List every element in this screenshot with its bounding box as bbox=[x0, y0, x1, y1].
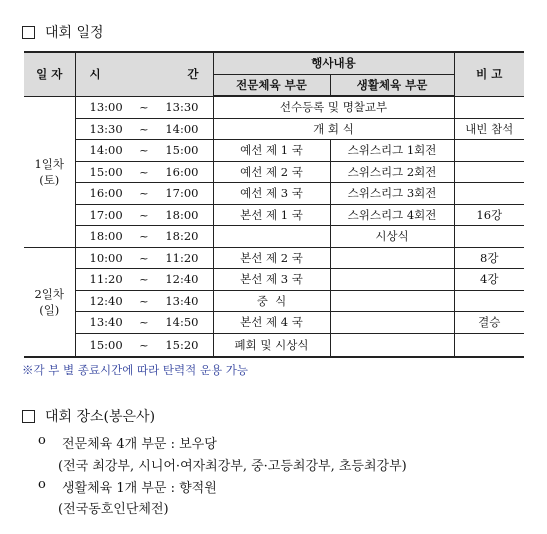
section-heading-schedule bbox=[22, 22, 104, 42]
checkbox-square-icon bbox=[22, 410, 35, 423]
header-time: 시 간 bbox=[75, 52, 213, 96]
life-cell: 스위스리그 2회전 bbox=[330, 161, 454, 183]
remark-cell: 16강 bbox=[454, 204, 524, 226]
table-row bbox=[24, 161, 524, 183]
venue-detail: (전국동호인단체전) bbox=[58, 502, 169, 517]
table-row bbox=[24, 118, 524, 140]
table-row bbox=[24, 290, 524, 312]
remark-cell bbox=[454, 333, 524, 357]
pro-cell: 예선 제 1 국 bbox=[213, 140, 330, 162]
time-cell: 17:00 ~ 18:00 bbox=[75, 204, 213, 226]
time-cell: 11:20 ~ 12:40 bbox=[75, 269, 213, 291]
remark-cell bbox=[454, 183, 524, 205]
remark-cell: 4강 bbox=[454, 269, 524, 291]
remark-cell bbox=[454, 161, 524, 183]
remark-cell: 내빈 참석 bbox=[454, 118, 524, 140]
remark-cell bbox=[454, 96, 524, 118]
time-cell: 10:00 ~ 11:20 bbox=[75, 247, 213, 269]
life-cell: 스위스리그 1회전 bbox=[330, 140, 454, 162]
venue-line: 전문체육 4개 부문 : 보우당 bbox=[62, 437, 217, 452]
remark-cell: 8강 bbox=[454, 247, 524, 269]
time-cell: 12:40 ~ 13:40 bbox=[75, 290, 213, 312]
pro-cell: 본선 제 3 국 bbox=[213, 269, 330, 291]
time-cell: 18:00 ~ 18:20 bbox=[75, 226, 213, 248]
pro-cell: 본선 제 1 국 bbox=[213, 204, 330, 226]
life-cell bbox=[330, 312, 454, 334]
remark-cell bbox=[454, 140, 524, 162]
pro-cell: 중 식 bbox=[213, 290, 330, 312]
venue-detail: (전국 최강부, 시니어·여자최강부, 중·고등최강부, 초등최강부) bbox=[58, 459, 407, 474]
time-cell: 14:00 ~ 15:00 bbox=[75, 140, 213, 162]
pro-cell: 본선 제 4 국 bbox=[213, 312, 330, 334]
table-row bbox=[24, 333, 524, 357]
day2-cell: 2일차 (일) bbox=[24, 247, 75, 357]
section-title: 대회 장소(봉은사) bbox=[45, 409, 156, 425]
life-cell bbox=[330, 247, 454, 269]
schedule-table bbox=[24, 51, 524, 358]
table-row bbox=[24, 183, 524, 205]
schedule-note: ※각 부 별 종료시간에 따라 탄력적 운용 가능 bbox=[22, 363, 248, 377]
header-day: 일 자 bbox=[24, 52, 75, 96]
time-cell: 13:40 ~ 14:50 bbox=[75, 312, 213, 334]
time-cell: 13:00 ~ 13:30 bbox=[75, 96, 213, 118]
event-cell: 개 회 식 bbox=[213, 118, 454, 140]
pro-cell: 본선 제 2 국 bbox=[213, 247, 330, 269]
time-cell: 13:30 ~ 14:00 bbox=[75, 118, 213, 140]
life-cell: 스위스리그 4회전 bbox=[330, 204, 454, 226]
life-cell bbox=[330, 269, 454, 291]
checkbox-square-icon bbox=[22, 26, 35, 39]
life-cell bbox=[330, 333, 454, 357]
bullet-icon: o bbox=[38, 433, 46, 448]
life-cell: 스위스리그 3회전 bbox=[330, 183, 454, 205]
section-title: 대회 일정 bbox=[45, 25, 104, 41]
header-event: 행사내용 bbox=[213, 52, 454, 74]
table-row bbox=[24, 140, 524, 162]
day1-cell: 1일차 (토) bbox=[24, 96, 75, 247]
header-pro: 전문체육 부문 bbox=[213, 74, 330, 96]
life-cell: 시상식 bbox=[330, 226, 454, 248]
pro-cell: 예선 제 3 국 bbox=[213, 183, 330, 205]
time-cell: 15:00 ~ 15:20 bbox=[75, 333, 213, 357]
life-cell bbox=[330, 290, 454, 312]
table-row bbox=[24, 226, 524, 248]
pro-cell: 폐회 및 시상식 bbox=[213, 333, 330, 357]
table-row bbox=[24, 96, 524, 118]
table-row bbox=[24, 269, 524, 291]
pro-cell bbox=[213, 226, 330, 248]
table-row bbox=[24, 312, 524, 334]
time-cell: 15:00 ~ 16:00 bbox=[75, 161, 213, 183]
remark-cell bbox=[454, 226, 524, 248]
pro-cell: 예선 제 2 국 bbox=[213, 161, 330, 183]
section-heading-venue bbox=[22, 406, 155, 426]
bullet-icon: o bbox=[38, 477, 46, 492]
event-cell: 선수등록 및 명찰교부 bbox=[213, 96, 454, 118]
venue-line: 생활체육 1개 부문 : 향적원 bbox=[62, 481, 217, 496]
remark-cell bbox=[454, 290, 524, 312]
header-life: 생활체육 부문 bbox=[330, 74, 454, 96]
header-remark: 비 고 bbox=[454, 52, 524, 96]
table-row bbox=[24, 204, 524, 226]
table-row bbox=[24, 247, 524, 269]
time-cell: 16:00 ~ 17:00 bbox=[75, 183, 213, 205]
remark-cell: 결승 bbox=[454, 312, 524, 334]
